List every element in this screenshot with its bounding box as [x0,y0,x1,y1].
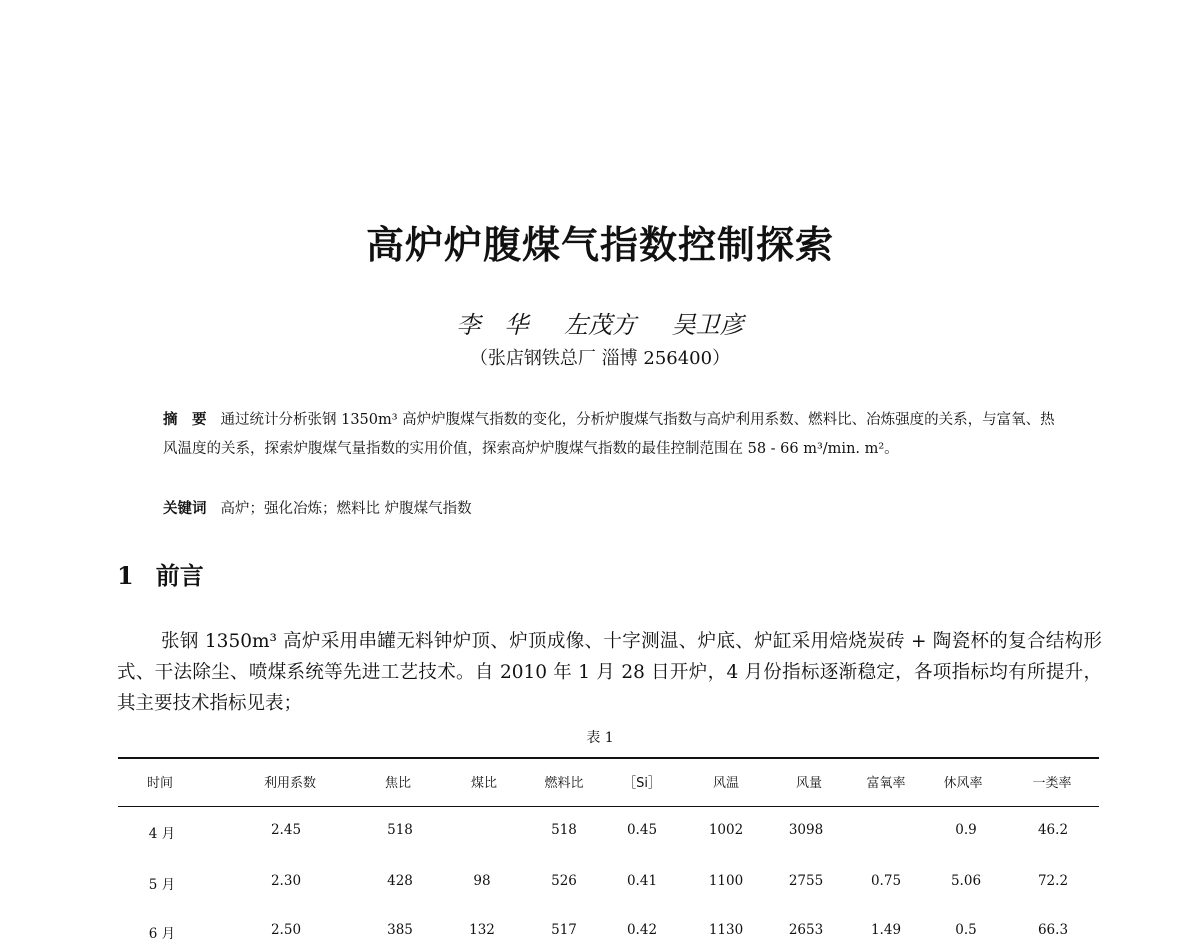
table-header-cell: 休风率 [943,776,983,791]
table-cell: 1130 [708,922,744,938]
affiliation: （张店钢铁总厂 淄博 256400） [469,348,731,369]
table-cell: 3098 [788,822,824,838]
table-cell: 526 [551,873,577,889]
table-cell: 517 [551,922,577,938]
table-header-cell: 利用系数 [263,776,317,791]
table-cell: 5 月 [148,877,176,893]
table-cell: 2653 [788,922,824,938]
table-cell: 385 [387,922,413,938]
table-cell: 0.9 [955,822,977,838]
table-header-cell: 一类率 [1032,776,1072,791]
table-cell: 518 [551,822,577,838]
table-header-cell: 风量 [795,776,823,791]
section-title: 前言 [155,562,204,590]
abstract-label: 摘 要 [163,412,207,428]
table-cell: 5.06 [950,873,982,889]
table-header-cell: 富氧率 [866,776,906,791]
table-cell: 518 [387,822,413,838]
table-header-cell: 时间 [146,776,174,791]
table-caption: 表 1 [586,730,614,746]
author-2: 左茂方 [564,311,636,339]
table-cell: 98 [473,873,491,889]
table-cell: 0.42 [626,922,658,938]
table-cell: 1100 [708,873,744,889]
table-cell: 0.5 [955,922,977,938]
data-table [118,0,1099,947]
keywords-text: 高炉；强化冶炼；燃料比 炉腹煤气指数 [220,501,472,517]
table-cell: 2.50 [270,922,302,938]
table-cell: 72.2 [1037,873,1069,889]
table-cell: 428 [387,873,413,889]
table-cell: 0.45 [626,822,658,838]
table-cell: 1.49 [870,922,902,938]
table-cell: 46.2 [1037,822,1069,838]
table-cell: 2.45 [270,822,302,838]
body-paragraph: 张钢 1350m³ 高炉采用串罐无料钟炉顶、炉顶成像、十字测温、炉底、炉缸采用焙烧炭砖 + 陶瓷杯的复合结构形式、干法除尘、喷煤系统等先进工艺技术。自 2010 年 1 月 28 日开炉，4 月份指标逐渐稳定，各项指标均有所提升，其主要技术指标见表； [117,631,1102,714]
table-header-cell: ［Si］ [623,776,661,791]
author-1: 李 华 [456,311,529,339]
paper-title: 高炉炉腹煤气指数控制探索 [365,223,834,267]
table-cell: 2.30 [270,873,302,889]
keywords-label: 关键词 [163,501,207,517]
table-cell: 0.41 [626,873,658,889]
author-3: 吴卫彦 [671,311,744,339]
table-cell: 6 月 [148,926,176,942]
table-header-cell: 煤比 [470,776,498,791]
abstract-text: 通过统计分析张钢 1350m³ 高炉炉腹煤气指数的变化，分析炉腹煤气指数与高炉利用系数、燃料比、冶炼强度的关系，与富氧、热风温度的关系，探索炉腹煤气量指数的实用价值，探索高炉炉腹煤气指数的最佳控制范围在 58 - 66 m³/min. m²。 [163,412,1055,457]
table-header-cell: 燃料比 [544,776,584,791]
table-header-cell: 焦比 [384,776,412,791]
table-cell: 2755 [788,873,824,889]
table-cell: 0.75 [870,873,902,889]
section-number: 1 [117,561,134,590]
table-cell: 132 [469,922,495,938]
table-cell: 66.3 [1037,922,1069,938]
table-cell: 1002 [708,822,744,838]
table-cell: 4 月 [148,826,176,842]
table-header-cell: 风温 [712,776,740,791]
